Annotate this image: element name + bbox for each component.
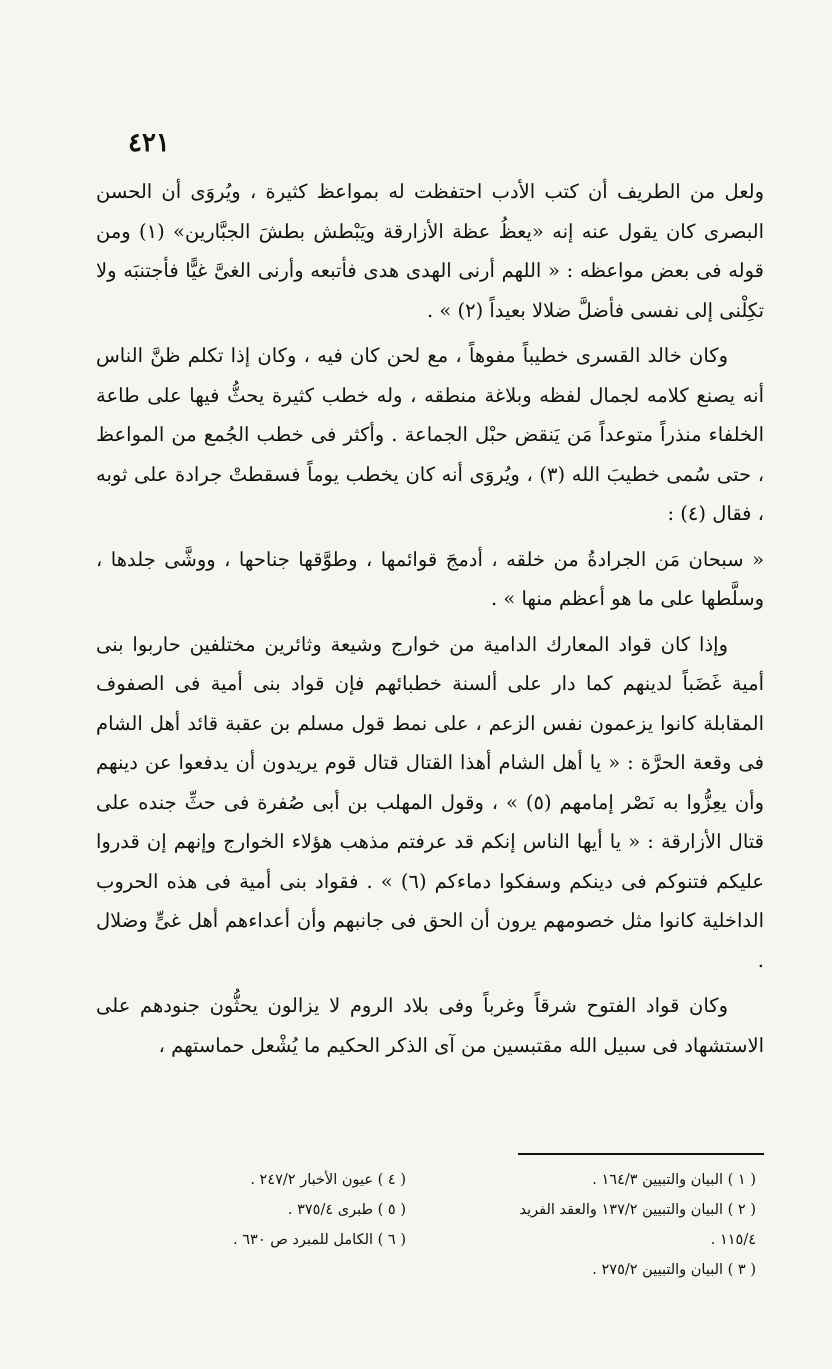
page-number: ٤٢١: [128, 128, 170, 158]
footnote-4: ( ٤ ) عيون الأخبار ٢٤٧/٢ .: [250, 1172, 406, 1188]
paragraph-4: وإذا كان قواد المعارك الدامية من خوارج وشيعة وثائرين مختلفين حاربوا بنى أمية غَضَباً لدينهم كما دار على ألسنة خطبائهم فإن قواد بنى أمية فى الصفوف المقابلة كانوا يزعمون نفس الزعم ، على نمط قول مسلم بن عقبة قائد أهل الشام فى وقعة الحرَّة : « يا أهل الشام أهذا القتال قتال قوم يريدون أن يدفعوا عن دينهم وأن يعِزُّوا به نَصْر إمامهم (٥) » ، وقول المهلب بن أبى صُفرة فى حثِّ جنده على قتال الأزارقة : « يا أيها الناس إنكم قد عرفتم مذهب هؤلاء الخوارج وإنهم إن قدروا عليكم فتنوكم فى دينكم وسفكوا دماءكم (٦) » . فقواد بنى أمية فى هذه الحروب الداخلية كانوا مثل خصومهم يرون أن الحق فى جانبهم وأن أعداءهم أهل غىٍّ وضلال .: [96, 632, 764, 972]
paragraph-3-quote: « سبحان مَن الجرادةُ من خلقه ، أدمجَ قوائمها ، وطوَّقها جناحها ، ووشَّى جلدها ، وسلَّطها على ما هو أعظم منها » .: [96, 547, 764, 610]
footnote-6: ( ٦ ) الكامل للمبرد ص ٦٣٠ .: [233, 1232, 406, 1248]
body-text: [96, 172, 764, 1065]
paragraph-5: وكان قواد الفتوح شرقاً وغرباً وفى بلاد الروم لا يزالون يحثُّون جنودهم على الاستشهاد فى سبيل الله مقتبسين من آى الذكر الحكيم ما يُشْعل حماستهم ،: [96, 994, 764, 1057]
footnote-3: ( ٣ ) البيان والتبيين ٢٧٥/٢ .: [592, 1262, 756, 1278]
paragraph-1: ولعل من الطريف أن كتب الأدب احتفظت له بمواعظ كثيرة ، ويُروَى أن الحسن البصرى كان يقول عنه إنه «يعظُ عظة الأزارقة ويَبْطش بطشَ الجبَّارين» (١) ومن قوله فى بعض مواعظه : « اللهم أرنى الهدى هدى فأتبعه وأرنى الغىَّ غيًّا فأجتنبَه ولا تكِلْنى إلى نفسى فأضلَّ ضلالا بعيداً (٢) » .: [96, 180, 764, 322]
footnotes-column-left: [96, 1165, 446, 1285]
footnote-1: ( ١ ) البيان والتبيين ١٦٤/٣ .: [592, 1172, 756, 1188]
footnotes: [96, 1165, 764, 1285]
footnote-2: ( ٢ ) البيان والتبيين ١٣٧/٢ والعقد الفريد: [519, 1202, 756, 1218]
footnote-divider: [518, 1153, 764, 1155]
footnotes-column-right: [446, 1165, 764, 1285]
footnote-5: ( ٥ ) طبرى ٣٧٥/٤ .: [287, 1202, 406, 1218]
paragraph-2: وكان خالد القسرى خطيباً مفوهاً ، مع لحن كان فيه ، وكان إذا تكلم ظنَّ الناس أنه يصنع كلامه لجمال لفظه وبلاغة منطقه ، وله خطب كثيرة يحثُّ فيها على طاعة الخلفاء منذراً متوعداً مَن يَنقض حبْل الجماعة . وأكثر فى خطب الجُمع من المواعظ ، حتى سُمى خطيبَ الله (٣) ، ويُروَى أنه كان يخطب يوماً فسقطتْ جرادة على ثوبه ، فقال (٤) :: [96, 344, 764, 525]
footnote-2-continued: ١١٥/٤ .: [710, 1232, 756, 1248]
